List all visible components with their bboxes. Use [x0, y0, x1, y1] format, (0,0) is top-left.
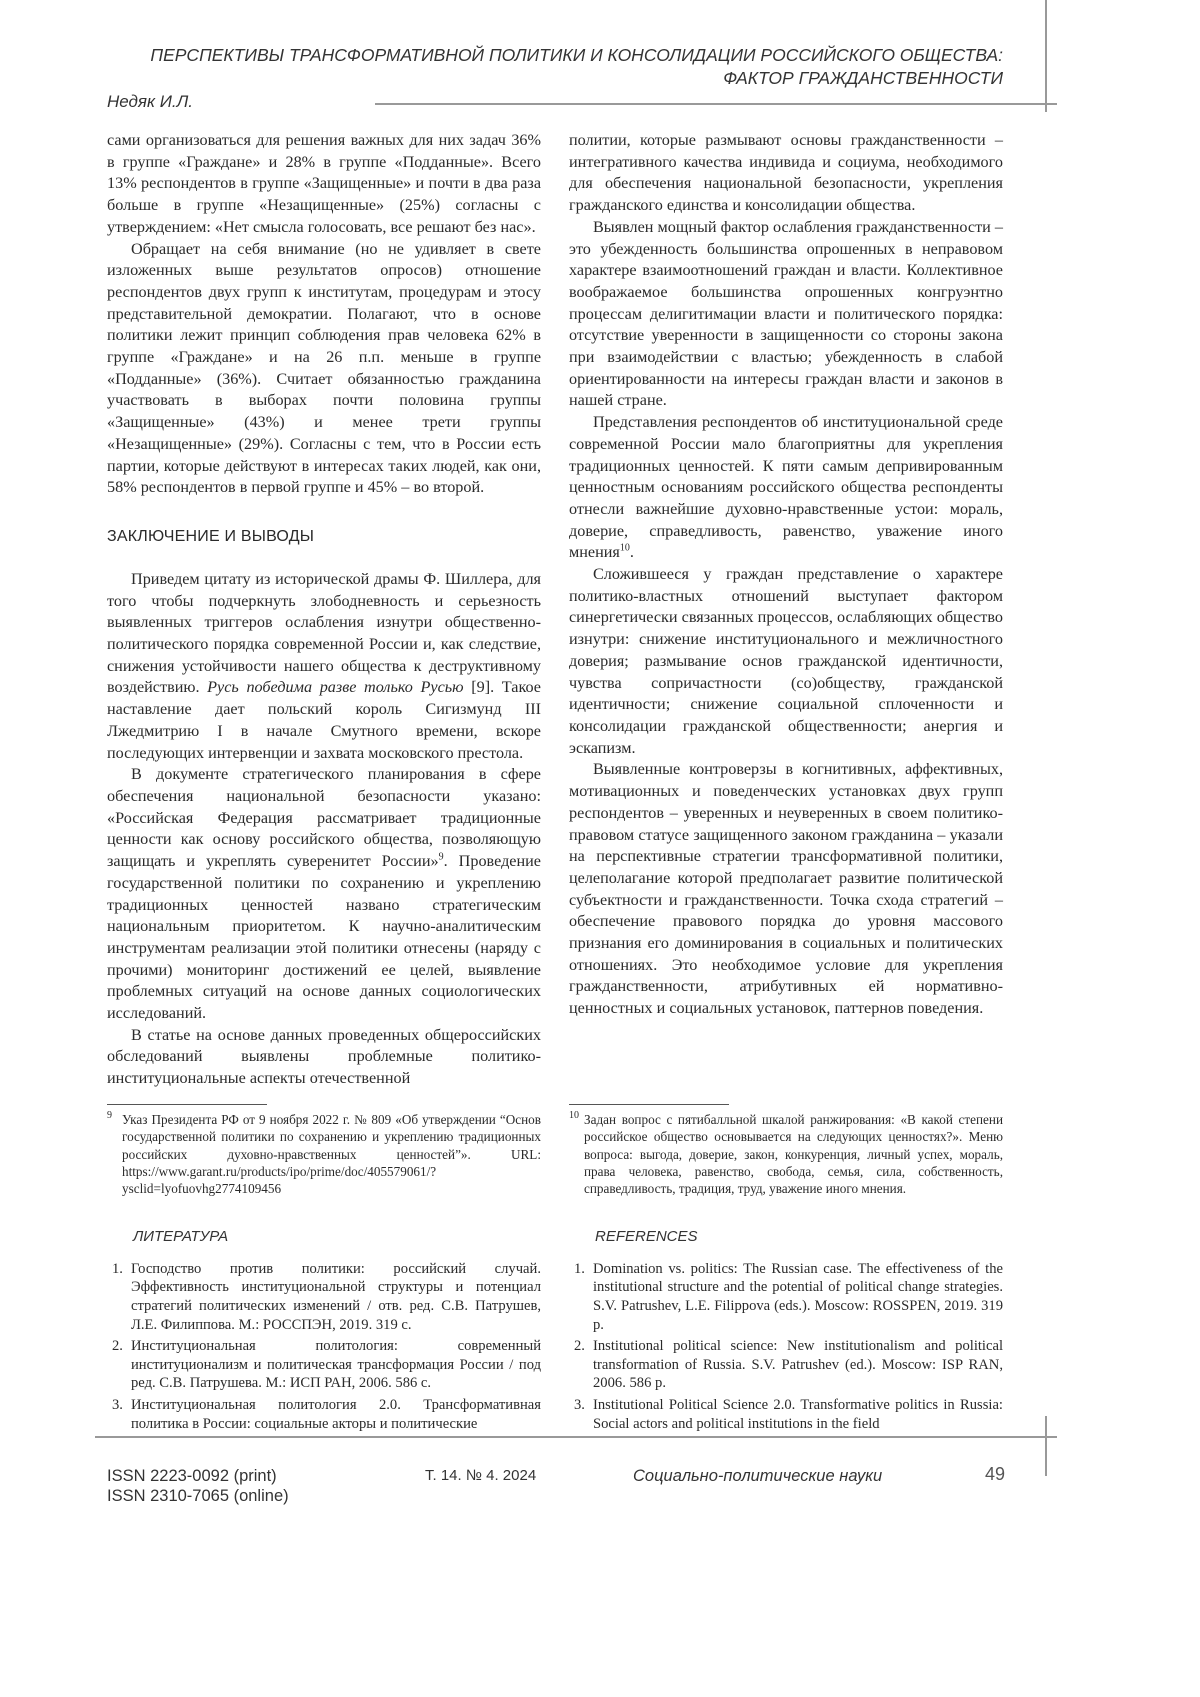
- right-footnotes: [569, 1090, 1003, 1198]
- quote: Русь победима разве только Русью: [207, 678, 463, 696]
- paragraph: Выявленные контроверзы в когнитивных, аффективных, мотивационных и поведенческих установках двух групп респондентов – уверенных и неуверенных в своем политико-правовом статусе защищенного законом гражданина – указали на перспективные стратегии трансформативной политики, целеполагание которой предполагает развитие политической субъектности и гражданственности. Точка схода стратегий – обеспечение правового порядка до уровня массового признания его доминирования в социальных и политических отношениях. Это необходимое условие для укрепления гражданственности, атрибутивных ей нормативно-ценностных и социальных установок, паттернов поведения.: [569, 759, 1003, 1019]
- author: Недяк И.Л.: [107, 92, 193, 112]
- reference-item: 1. Domination vs. politics: The Russian case. The effectiveness of the institutional structure and the potential of political change strategies. S.V. Patrushev, L.E. Filippova (eds.). Moscow: ROSSPEN, 2019. 319 p.: [569, 1260, 1003, 1334]
- paragraph: Представления респондентов об институциональной среде современной России мало благоприятны для укрепления традиционных ценностей. К пяти самым депривированным ценностным основаниям российского общества респонденты отнесли важнейшие духовно-нравственные устои: мораль, доверие, справедливость, равенство, уважение иного мнения10.: [569, 412, 1003, 564]
- running-title-line2: ФАКТОР ГРАЖДАНСТВЕННОСТИ: [150, 67, 1003, 90]
- issn-online: ISSN 2310-7065 (online): [107, 1486, 289, 1506]
- footnote-ref-10[interactable]: 10: [620, 543, 630, 554]
- right-column-wrap: [569, 130, 1003, 1198]
- page-footer: [107, 1436, 1003, 1512]
- footnote-rule: [569, 1104, 729, 1105]
- paragraph: сами организоваться для решения важных для них задач 36% в группе «Граждане» и 28% в группе «Подданные». Всего 13% респондентов в группе «Защищенные» и почти в два раза больше в группе «Незащищенные» (25%) согласны с утверждением: «Нет смысла голосовать, все решают без нас».: [107, 130, 541, 239]
- references-row: [107, 1228, 1003, 1436]
- literature-section: [107, 1228, 541, 1436]
- reference-item: 2. Институциональная политология: современный институционализм и политическая трансформация России / под ред. С.В. Патрушева. М.: ИСП РАН, 2006. 586 с.: [107, 1337, 541, 1393]
- left-column: [107, 130, 541, 1090]
- literature-heading: ЛИТЕРАТУРА: [133, 1228, 541, 1246]
- running-title-line1: ПЕРСПЕКТИВЫ ТРАНСФОРМАТИВНОЙ ПОЛИТИКИ И КОНСОЛИДАЦИИ РОССИЙСКОГО ОБЩЕСТВА:: [150, 44, 1003, 67]
- references-heading: REFERENCES: [595, 1228, 1003, 1246]
- issn-print: ISSN 2223-0092 (print): [107, 1466, 289, 1486]
- header-vertical-rule: [1045, 0, 1047, 112]
- footnote-number: 9: [107, 1109, 112, 1123]
- footer-vertical-rule: [1045, 1416, 1047, 1476]
- page-number: 49: [985, 1464, 1005, 1484]
- footnote-number: 10: [569, 1109, 579, 1123]
- right-column: [569, 130, 1003, 1020]
- reference-item: 1. Господство против политики: российский случай. Эффективность институциональной структуры и потенциал стратегий политических изменений / отв. ред. С.В. Патрушев, Л.Е. Филиппова. М.: РОССПЭН, 2019. 319 с.: [107, 1260, 541, 1334]
- literature-list: [107, 1260, 541, 1436]
- footnote-rule: [107, 1104, 267, 1105]
- paragraph: В статье на основе данных проведенных общероссийских обследований выявлены проблемные политико-институциональные аспекты отечественной: [107, 1025, 541, 1090]
- paragraph: Сложившееся у граждан представление о характере политико-властных отношений выступает фактором синергетически связанных процессов, ослабляющих общество изнутри: снижение институционального и межличностного доверия; размывание основ гражданской идентичности, чувства сопричастности (со)обществу, гражданской идентичности; снижение социальной сплоченности и консолидации гражданской общественности; анергия и эскапизм.: [569, 564, 1003, 759]
- paragraph: Приведем цитату из исторической драмы Ф. Шиллера, для того чтобы подчеркнуть злободневность и серьезность выявленных триггеров ослабления изнутри общественно-политического порядка современной России и, как следствие, снижения устойчивости нашего общества к деструктивному воздействию. Русь победима разве только Русью [9]. Такое наставление дает польский король Сигизмунд III Лжедмитрию I в начале Смутного времени, вскоре последующих интервенции и захвата московского престола.: [107, 569, 541, 764]
- issn-block: [107, 1466, 289, 1506]
- paragraph: Обращает на себя внимание (но не удивляет в свете изложенных выше результатов опросов) отношение респондентов двух групп к институтам, процедурам и этосу представительной демократии. Полагают, что в основе политики лежит принцип соблюдения прав человека 62% в группе «Граждане» и на 26 п.п. меньше в группе «Подданные» (36%). Считает обязанностью гражданина участвовать в выборах почти половина группы «Защищенные» (43%) и менее трети группы «Незащищенные» (29%). Согласны с тем, что в России есть партии, которые действуют в интересах таких людей, как они, 58% респондентов в первой группе и 45% – во второй.: [107, 239, 541, 499]
- reference-item: 2. Institutional political science: New institutionalism and political transformation of Russia. S.V. Patrushev (ed.). Moscow: ISP RAN, 2006. 586 p.: [569, 1337, 1003, 1393]
- paragraph: В документе стратегического планирования в сфере обеспечения национальной безопасности указано: «Российская Федерация рассматривает традиционные ценности как основу российского общества, позволяющую защищать и укреплять суверенитет России»9. Проведение государственной политики по сохранению и укреплению традиционных ценностей названо стратегическим национальным приоритетом. К научно-аналитическим инструментам реализации этой политики отнесены (наряду с прочими) мониторинг достижений ее целей, выявление проблемных ситуаций на основе данных социологических исследований.: [107, 764, 541, 1024]
- footer-rule: [95, 1436, 1057, 1438]
- paragraph: политии, которые размывают основы гражданственности – интегративного качества индивида и социума, необходимого для обеспечения национальной безопасности, укрепления гражданского единства и консолидации общества.: [569, 130, 1003, 217]
- page-content: [107, 130, 1003, 1512]
- reference-item: 3. Institutional Political Science 2.0. Transformative politics in Russia: Social actors and political institutions in the field: [569, 1396, 1003, 1433]
- journal-name: Социально-политические науки: [633, 1466, 882, 1486]
- footnote-9: 9 Указ Президента РФ от 9 ноября 2022 г. № 809 «Об утверждении “Основ государственной политики по сохранению и укреплению традиционных российских духовно-нравственных ценностей”». URL: https://www.garant.ru/products/ipo/prime/doc/405579061/?ysclid=lyofuovhg2774109456: [107, 1111, 541, 1198]
- footnote-10: 10 Задан вопрос с пятибалльной шкалой ранжирования: «В какой степени российское общество основывается на следующих ценностях?». Меню вопроса: выгода, доверие, закон, конкуренция, личный успех, мораль, права человека, равенство, свобода, семья, сила, собственность, справедливость, традиция, труд, уважение иного мнения.: [569, 1111, 1003, 1198]
- footnote-ref-9[interactable]: 9: [439, 852, 444, 863]
- left-footnotes: [107, 1090, 541, 1198]
- references-section: [569, 1228, 1003, 1436]
- paragraph: Выявлен мощный фактор ослабления гражданственности – это убежденность большинства опрошенных в неправовом характере взаимоотношений граждан и власти. Коллективное воображаемое большинства опрошенных конгруэнтно процессам делигитимации власти и политического порядка: отсутствие уверенности в защищенности со стороны закона при взаимодействии с властью; убежденность в слабой ориентированности на интересы граждан власти и законов в нашей стране.: [569, 217, 1003, 412]
- section-heading: ЗАКЛЮЧЕНИЕ И ВЫВОДЫ: [107, 527, 541, 547]
- references-list: [569, 1260, 1003, 1436]
- left-column-wrap: [107, 130, 541, 1198]
- header-horizontal-rule: [375, 103, 1057, 105]
- running-title: [150, 44, 1003, 90]
- reference-item: 3. Институциональная политология 2.0. Трансформативная политика в России: социальные акторы и политические: [107, 1396, 541, 1433]
- volume-issue: Т. 14. № 4. 2024: [425, 1466, 536, 1486]
- body-row: [107, 130, 1003, 1198]
